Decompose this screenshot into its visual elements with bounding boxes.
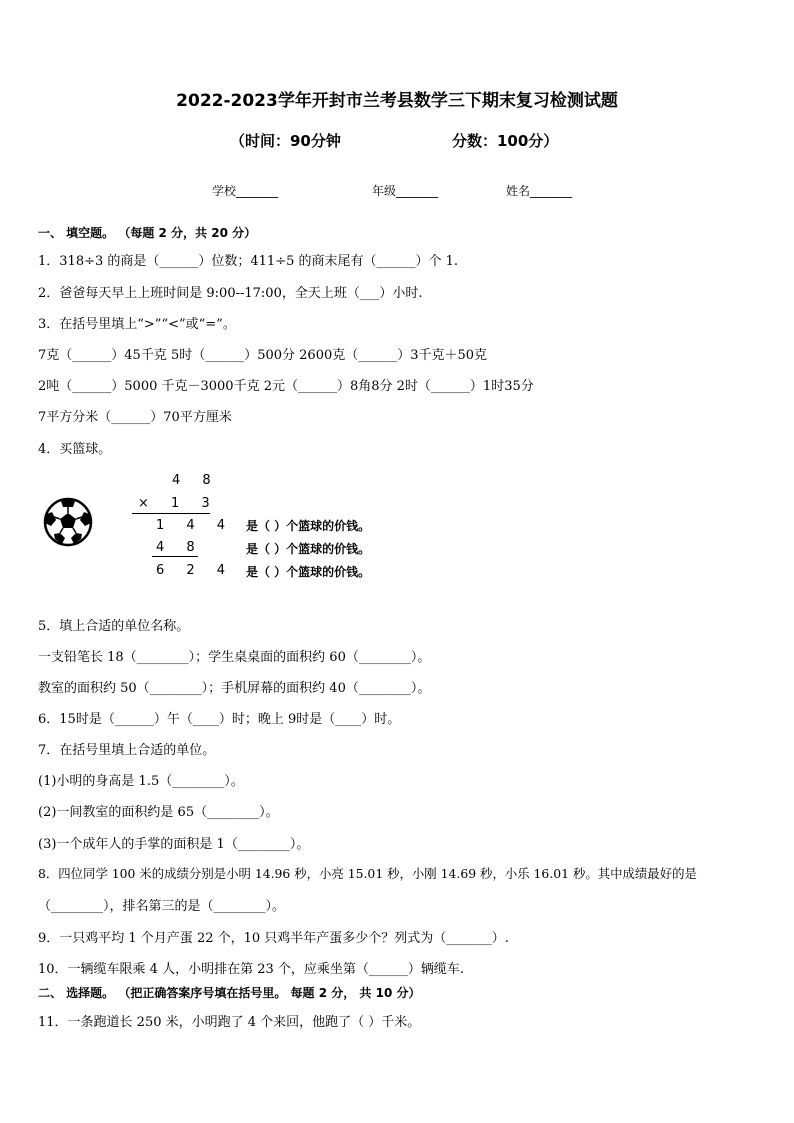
calc-multiplier: × 1 3 [138, 496, 219, 511]
question-8-continued: （________），排名第三的是（________）。 [38, 899, 286, 914]
question-7-part-3: (3)一个成年人的手掌的面积是 1（________）。 [38, 837, 310, 852]
question-5-line-b: 教室的面积约 50（________）；手机屏幕的面积约 40（________）。 [38, 681, 431, 696]
question-1: 1．318÷3 的商是（______）位数；411÷5 的商末尾有（______）个 1. [38, 254, 459, 269]
question-3-row-3: 7平方分米（______）70平方厘米 [38, 410, 232, 425]
calc-multiplicand: 4 8 [172, 473, 220, 488]
question-6: 6．15时是（______）午（____）时；晚上 9时是（____）时。 [38, 712, 401, 727]
school-field: 学校_______ [212, 184, 279, 198]
question-4: 4．买篮球。 [38, 442, 112, 457]
question-11: 11．一条跑道长 250 米，小明跑了 4 个来回，他跑了（ ）千米。 [38, 1015, 421, 1030]
calc-product: 6 2 4 [156, 563, 235, 578]
calc-note-2: 是（ ）个篮球的价钱。 [246, 542, 371, 556]
calc-divider-1 [132, 513, 210, 514]
grade-field: 年级_______ [372, 184, 439, 198]
question-8: 8．四位同学 100 米的成绩分别是小明 14.96 秒，小亮 15.01 秒，小刚 14.69 秒，小乐 16.01 秒。其中成绩最好的是 [38, 866, 697, 881]
calc-divider-2 [152, 556, 198, 557]
question-2: 2．爸爸每天早上上班时间是 9:00--17:00，全天上班（___）小时. [38, 286, 423, 301]
name-field: 姓名_______ [506, 184, 573, 198]
question-3-row-2: 2吨（______）5000 千克－3000千克 2元（______）8角8分 2时（______）1时35分 [38, 379, 534, 394]
question-5-line-a: 一支铅笔长 18（________）；学生桌桌面的面积约 60（________）。 [38, 650, 431, 665]
exam-score: 分数：100分） [452, 132, 559, 150]
calc-note-3: 是（ ）个篮球的价钱。 [246, 565, 371, 579]
question-5: 5．填上合适的单位名称。 [38, 619, 190, 634]
calc-partial-1: 1 4 4 [156, 518, 235, 533]
question-7-part-2: (2)一间教室的面积约是 65（________）。 [38, 805, 279, 820]
question-10: 10．一辆缆车限乘 4 人，小明排在第 23 个，应乘坐第（______）辆缆车. [38, 962, 465, 977]
question-3: 3．在括号里填上“>”“<”或“=”。 [38, 317, 236, 332]
section-2-heading: 二、 选择题。 （把正确答案序号填在括号里。 每题 2 分， 共 10 分） [38, 986, 421, 1000]
page-title: 2022-2023学年开封市兰考县数学三下期末复习检测试题 [176, 91, 618, 111]
question-9: 9．一只鸡平均 1 个月产蛋 22 个，10 只鸡半年产蛋多少个？列式为（_______）. [38, 931, 509, 946]
question-7: 7．在括号里填上合适的单位。 [38, 743, 216, 758]
calc-partial-2: 4 8 [156, 540, 204, 555]
section-1-heading: 一、 填空题。 （每题 2 分，共 20 分） [38, 226, 257, 240]
question-3-row-1: 7克（______）45千克 5时（______）500分 2600克（______）3千克＋50克 [38, 348, 488, 363]
calc-note-1: 是（ ）个篮球的价钱。 [246, 519, 371, 533]
soccer-ball-icon [42, 496, 94, 548]
question-7-part-1: (1)小明的身高是 1.5（________）。 [38, 774, 244, 789]
exam-time: （时间：90分钟 [230, 132, 341, 150]
